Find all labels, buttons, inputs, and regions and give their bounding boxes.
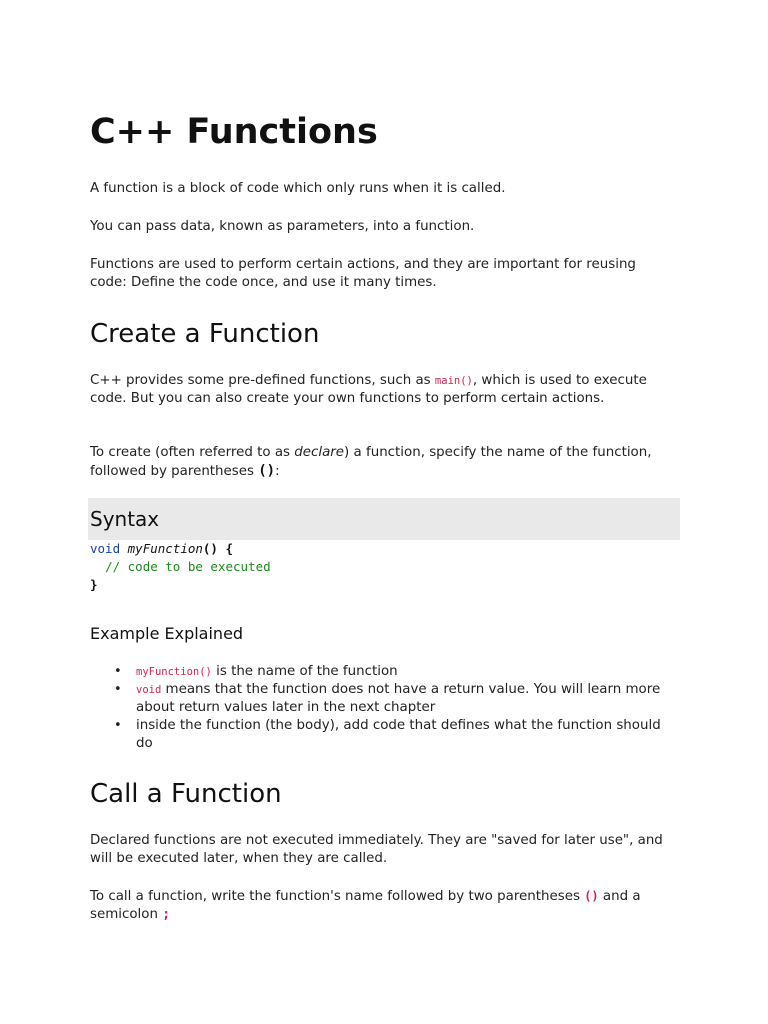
call-function-heading: Call a Function xyxy=(90,779,282,809)
code-line1-rest: () { xyxy=(202,541,234,556)
code-function-name: myFunction xyxy=(127,541,203,556)
code-comment: // code to be executed xyxy=(105,559,271,574)
call-parentheses-code: () xyxy=(584,889,599,903)
example-explained-heading: Example Explained xyxy=(90,624,244,643)
create-p2-text-before: To create (often referred to as xyxy=(90,445,295,460)
call-p2-text-before: To call a function, write the function's name followed by two parentheses xyxy=(90,889,585,904)
declare-emphasis: declare xyxy=(294,445,345,460)
create-paragraph-1 xyxy=(90,372,670,408)
syntax-code-block xyxy=(90,540,271,594)
code-closing-brace: } xyxy=(90,577,98,592)
list-item xyxy=(90,681,670,717)
list-item-text: inside the function (the body), add code that defines what the function should do xyxy=(136,718,661,751)
list-item-code: void xyxy=(136,684,162,696)
bullet-icon: • xyxy=(114,718,122,733)
create-p1-text-after: , which is used to execute code. But you can also create your own functions to perform certain actions. xyxy=(90,373,647,406)
code-indent xyxy=(90,559,105,574)
intro-paragraph-1: A function is a block of code which only runs when it is called. xyxy=(90,181,506,196)
create-function-heading: Create a Function xyxy=(90,319,320,349)
main-code: main() xyxy=(434,375,473,387)
list-item xyxy=(90,663,670,681)
page-title: C++ Functions xyxy=(90,112,378,152)
create-p1-text-before: C++ provides some pre-defined functions, such as xyxy=(90,373,435,388)
list-item-text: is the name of the function xyxy=(211,664,398,679)
call-paragraph-1: Declared functions are not executed immediately. They are "saved for later use", and will be executed later, when they are called. xyxy=(90,833,663,866)
call-paragraph-2 xyxy=(90,887,670,924)
semicolon-code: ; xyxy=(162,907,171,922)
intro-paragraph-3: Functions are used to perform certain actions, and they are important for reusing code: Define the code once, and use it many times. xyxy=(90,257,636,290)
call-p2-text-middle: and a semicolon xyxy=(90,889,641,922)
intro-paragraph-2: You can pass data, known as parameters, into a function. xyxy=(90,219,475,234)
create-paragraph-2 xyxy=(90,444,670,481)
explained-list xyxy=(90,663,670,753)
create-p2-text-after: : xyxy=(275,464,280,479)
syntax-header-box xyxy=(88,498,680,540)
list-item xyxy=(90,717,670,753)
bullet-icon: • xyxy=(114,682,122,697)
list-item-text: means that the function does not have a return value. You will learn more about return values later in the next chapter xyxy=(136,682,661,715)
code-void-keyword: void xyxy=(90,541,121,556)
create-p2-text-middle: ) a function, specify the name of the function, followed by parentheses xyxy=(90,445,652,479)
list-item-code: myFunction() xyxy=(136,666,212,678)
syntax-heading: Syntax xyxy=(90,507,160,531)
bullet-icon: • xyxy=(114,664,122,679)
parentheses-code: () xyxy=(258,463,276,479)
